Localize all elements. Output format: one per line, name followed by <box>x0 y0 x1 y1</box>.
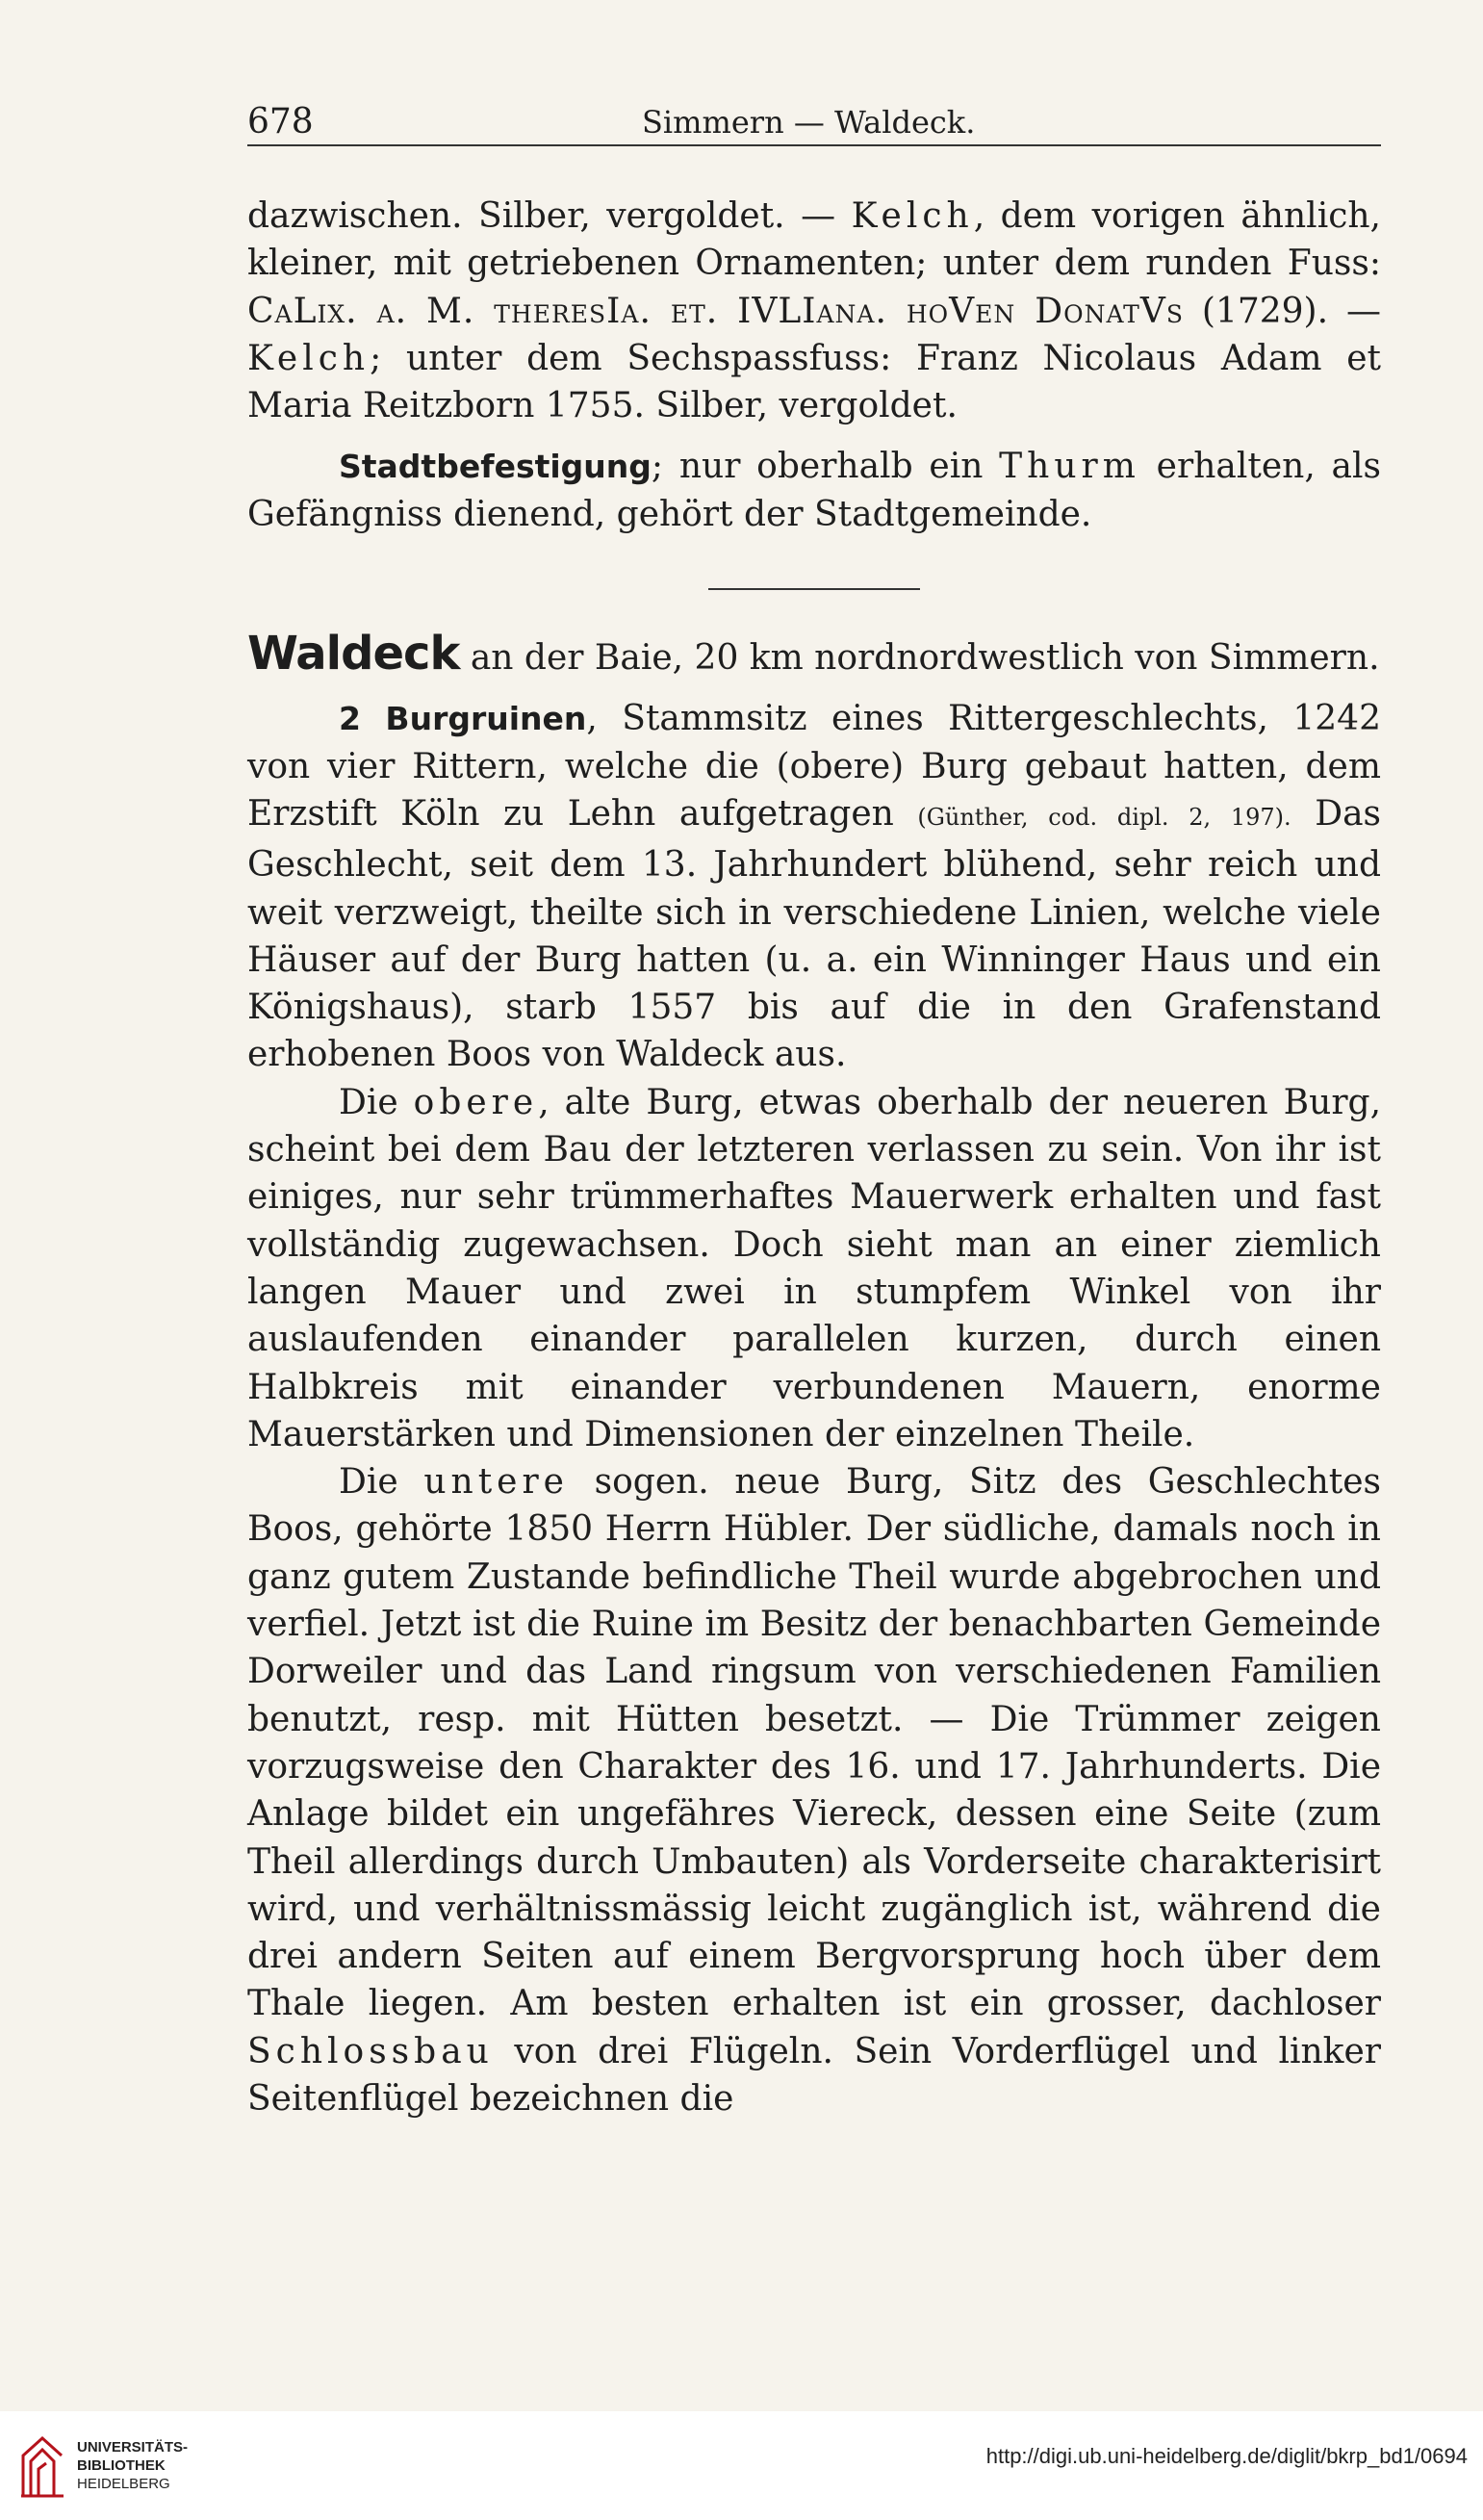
running-title: Simmern — Waldeck. <box>642 104 976 141</box>
page-body <box>247 193 1381 2122</box>
library-name-line: BIBLIOTHEK <box>77 2457 166 2474</box>
paragraph-stadtbefestigung <box>247 443 1381 538</box>
text-run: dazwischen. Silber, vergoldet. — <box>247 196 852 236</box>
text-run: , Stammsitz eines Rittergeschlechts, 1242 von vier Rittern, welche die (obere) Burg gebaut hatten, dem Erzstift Köln zu Lehn aufgetragen <box>247 699 1381 834</box>
page-header <box>247 96 1381 146</box>
bold-term-stadtbefestigung: Stadtbefestigung <box>339 448 652 486</box>
library-name-line: HEIDELBERG <box>77 2476 170 2492</box>
citation: (Günther, cod. dipl. 2, 197). <box>917 803 1291 831</box>
library-logo-icon <box>17 2432 67 2500</box>
text-run: , alte Burg, etwas oberhalb der neueren Burg, scheint bei dem Bau der letzteren verlassen zu sein. Von ihr ist einiges, nur sehr trümmerhaftes Mauerwerk erhalten und fast vollständig zugewachsen. Doch sieht man an einer ziemlich langen Mauer und zwei in stumpfem Winkel von ihr auslaufenden einander parallelen kurzen, durch einen Halbkreis mit einander verbundenen Mauern, enorme Mauerstärken und Dimensionen der einzelnen Theile. <box>247 1082 1382 1454</box>
emphasis-kelch: Kelch <box>851 196 974 236</box>
page-number: 678 <box>247 102 314 141</box>
heading-location-text: an der Baie, 20 km nordnordwestlich von Simmern. <box>459 638 1380 679</box>
footer-bar <box>0 2411 1483 2520</box>
text-run: erhalten, als Gefängniss dienend, gehört der Stadtgemeinde. <box>247 447 1381 534</box>
emphasis-untere: untere <box>423 1462 569 1503</box>
heading-waldeck <box>247 627 1381 681</box>
paragraph-obere-burg <box>247 1079 1381 1458</box>
paragraph-chalices <box>247 193 1381 429</box>
emphasis-obere: obere <box>413 1082 539 1122</box>
emphasis-schlossbau: Schlossbau <box>247 2031 494 2071</box>
library-name-line: UNIVERSITÄTS- <box>77 2439 189 2456</box>
text-run: Die <box>339 1082 414 1122</box>
text-run: Das Geschlecht, seit dem 13. Jahrhundert blühend, sehr reich und weit verzweigt, theilte sich in verschiedene Linien, welche viele Häuser auf der Burg hatten (u. a. ein Winninger Haus und ein Königshaus), starb 1557 bis auf die in den Grafenstand erhobenen Boos von Waldeck aus. <box>247 793 1382 1075</box>
text-run: ; unter dem Sechspassfuss: Franz Nicolaus Adam et Maria Reitzborn 1755. Silber, vergoldet. <box>247 338 1381 426</box>
emphasis-kelch: Kelch <box>247 338 371 378</box>
paragraph-burgruinen <box>247 695 1381 1078</box>
paragraph-untere-burg <box>247 1458 1381 2122</box>
text-run: sogen. neue Burg, Sitz des Geschlechtes Boos, gehörte 1850 Herrn Hübler. Der südliche, damals noch in ganz gutem Zustande befindliche Theil wurde abgebrochen und verfiel. Jetzt ist die Ruine im Besitz der benachbarten Gemeinde Dorweiler und das Land ringsum von verschiedenen Familien benutzt, resp. mit Hütten besetzt. — Die Trümmer zeigen vorzugsweise den Charakter des 16. und 17. Jahrhunderts. Die Anlage bildet ein ungefähres Viereck, dessen eine Seite (zum Theil allerdings durch Umbauten) als Vorderseite charakterisirt wird, und verhältnissmässig leicht zugänglich ist, während die drei andern Seiten auf einem Bergvorsprung hoch über dem Thale liegen. Am besten erhalten ist ein grosser, dachloser <box>247 1462 1381 2024</box>
text-run: (1729). — <box>1183 291 1381 331</box>
text-run: ; nur oberhalb ein <box>651 447 1000 487</box>
source-url-link[interactable]: http://digi.ub.uni-heidelberg.de/diglit/bkrp_bd1/0694 <box>985 2444 1468 2468</box>
text-run: Die <box>339 1462 424 1503</box>
bold-term-burgruinen: 2 Burgruinen <box>339 700 587 738</box>
text-run: , dem vorigen ähnlich, kleiner, mit getriebenen Ornamenten; unter dem runden Fuss: <box>247 196 1381 284</box>
section-divider <box>708 588 920 590</box>
inscription-chronogram: CaLix. a. M. theresIa. et. IVLIana. hoVen DonatVs <box>247 291 1184 331</box>
library-name <box>77 2438 188 2493</box>
text-run: von drei Flügeln. Sein Vorderflügel und linker Seitenflügel bezeichnen die <box>247 2031 1381 2119</box>
emphasis-thurm: Thurm <box>999 447 1140 487</box>
place-heading: Waldeck <box>247 627 460 681</box>
